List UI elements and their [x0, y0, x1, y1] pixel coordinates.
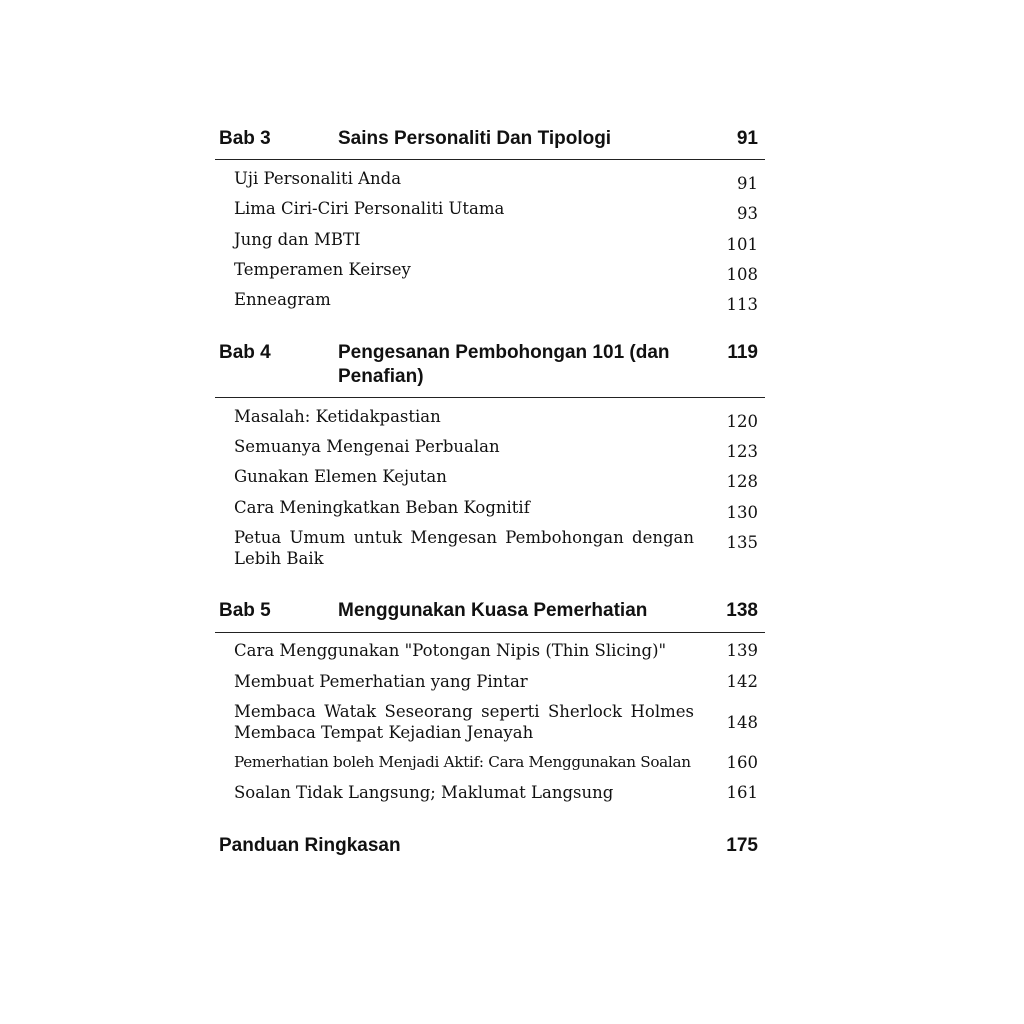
entry-title: Jung dan MBTI [234, 230, 361, 249]
chapter-title: Menggunakan Kuasa Pemerhatian [338, 600, 648, 621]
entry-page: 130 [726, 503, 758, 522]
chapter-page: 91 [736, 128, 758, 149]
entry-page: 91 [737, 174, 758, 193]
toc-entry [234, 527, 758, 571]
toc-entry [234, 466, 758, 490]
toc-entry [234, 497, 758, 521]
entry-page: 160 [726, 753, 758, 772]
entry-title: Masalah: Ketidakpastian [234, 407, 441, 426]
toc-entry [234, 671, 758, 695]
entry-title: Gunakan Elemen Kejutan [234, 467, 447, 486]
entry-page: 120 [726, 412, 758, 431]
entry-title: Uji Personaliti Anda [234, 169, 402, 188]
toc-entry [234, 752, 758, 776]
toc-entry [234, 436, 758, 460]
toc-entry [234, 289, 758, 313]
entry-title: Semuanya Mengenai Perbualan [234, 437, 500, 456]
chapter-page: 138 [726, 600, 758, 621]
chapter-title: Sains Personaliti Dan Tipologi [338, 128, 612, 149]
toc-entry [234, 782, 758, 806]
toc-entry [234, 229, 758, 253]
chapter-title: Pengesanan Pembohongan 101 (dan Penafian) [338, 342, 670, 387]
chapter-label: Bab 3 [219, 128, 271, 149]
chapter-5-divider [215, 632, 765, 633]
entry-page: 161 [726, 783, 758, 802]
entry-title: Membuat Pemerhatian yang Pintar [234, 672, 528, 691]
toc-entry [234, 168, 758, 192]
entry-page: 123 [726, 442, 758, 461]
entry-page: 135 [726, 533, 758, 552]
toc-entry [234, 640, 758, 664]
chapter-page: 119 [727, 342, 758, 363]
entry-page: 128 [726, 472, 758, 491]
entry-title: Pemerhatian boleh Menjadi Aktif: Cara Menggunakan Soalan [234, 753, 691, 771]
summary-page: 175 [726, 835, 758, 856]
chapter-4-divider [215, 397, 765, 398]
chapter-label: Bab 4 [219, 342, 271, 363]
entry-title: Temperamen Keirsey [234, 260, 411, 279]
toc-entry [234, 701, 758, 745]
entry-page: 93 [737, 204, 758, 223]
entry-title: Soalan Tidak Langsung; Maklumat Langsung [234, 783, 614, 802]
entry-page: 142 [726, 672, 758, 691]
entry-page: 101 [726, 235, 758, 254]
entry-title: Petua Umum untuk Mengesan Pembohongan dengan Lebih Baik [234, 528, 694, 568]
toc-entry [234, 406, 758, 430]
toc-entry [234, 259, 758, 283]
entry-title: Lima Ciri-Ciri Personaliti Utama [234, 199, 505, 218]
entry-page: 113 [726, 295, 758, 314]
chapter-3-divider [215, 159, 765, 160]
entry-page: 108 [726, 265, 758, 284]
summary-title: Panduan Ringkasan [219, 835, 401, 856]
entry-title: Cara Meningkatkan Beban Kognitif [234, 498, 530, 517]
entry-title: Cara Menggunakan "Potongan Nipis (Thin Slicing)" [234, 641, 667, 660]
chapter-label: Bab 5 [219, 600, 271, 621]
toc-entry [234, 198, 758, 222]
entry-page: 139 [726, 641, 758, 660]
entry-title: Membaca Watak Seseorang seperti Sherlock Holmes Membaca Tempat Kejadian Jenayah [234, 702, 694, 742]
entry-title: Enneagram [234, 290, 331, 309]
entry-page: 148 [726, 713, 758, 732]
